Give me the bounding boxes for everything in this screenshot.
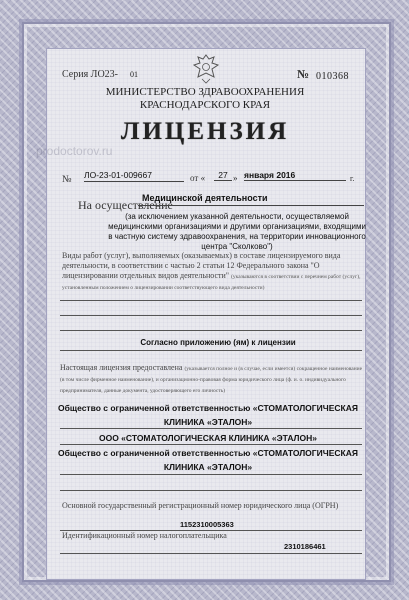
activity-name: Медицинской деятельности xyxy=(142,193,268,203)
blank-line-1 xyxy=(60,300,362,301)
implementation-label: На осуществление xyxy=(78,198,173,212)
ministry-line-1: МИНИСТЕРСТВО ЗДРАВООХРАНЕНИЯ xyxy=(105,86,305,98)
ogrn-value: 1152310005363 xyxy=(180,520,234,529)
issued-to xyxy=(60,363,364,396)
activity-exclusion: (за исключением указанной деятельности, осуществляемой медицинскими организациями и другими организациями, входящими в частную систему здравоохранения, на территории инновационного центра "Сколково") xyxy=(108,212,366,251)
inn-underline xyxy=(60,553,362,554)
watermark: prodoctorov.ru xyxy=(36,144,113,158)
license-year-suffix: г. xyxy=(350,174,355,183)
works-types-text: Виды работ (услуг), выполняемых (оказываемых) в составе лицензируемого вида деятельности, в соответствии с частью 2 статьи 12 Федерального закона "О лицензировании отдельных видов деятельности" xyxy=(62,251,341,280)
ministry-name xyxy=(70,86,340,112)
blank-line-3 xyxy=(60,330,362,331)
document-title: ЛИЦЕНЗИЯ xyxy=(120,118,290,145)
works-types xyxy=(62,251,362,293)
works-types-note: (указываются в соответствии с перечнем работ (услуг), установленным положением о лицензировании соответствующего вида деятельности) xyxy=(62,274,361,291)
issued-to-text: Настоящая лицензия предоставлена xyxy=(60,363,183,372)
ministry-line-2: КРАСНОДАРСКОГО КРАЯ xyxy=(139,99,271,111)
license-number: ЛО-23-01-009667 xyxy=(84,170,184,182)
license-month-year: января 2016 xyxy=(244,170,346,181)
license-from-label: от « xyxy=(190,173,206,183)
inn-label: Идентификационный номер налогоплательщика xyxy=(62,531,227,540)
appendix-note: Согласно приложению (ям) к лицензии xyxy=(140,338,296,347)
series-number: 01 xyxy=(130,70,138,79)
issued-to-note: (указывается полное и (в случае, если имеется) сокращенное наименование (в том числе фирменное наименование), и организационно-правовая форма юридического лица (ф. и. о. индивидуального предпринимателя, данные документа, удостоверяющего его личность) xyxy=(60,366,363,394)
blank-line-2 xyxy=(60,315,362,316)
org-short-name: ООО «СТОМАТОЛОГИЧЕСКАЯ КЛИНИКА «ЭТАЛОН» xyxy=(98,433,317,443)
license-no-sign: № xyxy=(62,174,72,185)
org-full-line-1: Общество с ограниченной ответственностью «СТОМАТОЛОГИЧЕСКАЯ xyxy=(58,403,358,413)
ogrn-label: Основной государственный регистрационный номер юридического лица (ОГРН) xyxy=(62,501,339,510)
license-quote-close: » xyxy=(233,173,238,183)
org-underline-1 xyxy=(60,428,362,429)
org-brand-line-1: Общество с ограниченной ответственностью «СТОМАТОЛОГИЧЕСКАЯ xyxy=(58,448,358,458)
form-number: 010368 xyxy=(316,71,349,82)
appendix-underline xyxy=(60,350,362,351)
org-underline-3 xyxy=(60,474,362,475)
series-label: Серия ЛО23- xyxy=(62,69,119,80)
activity-underline xyxy=(138,205,364,206)
org-full-line-2: КЛИНИКА «ЭТАЛОН» xyxy=(163,417,253,427)
org-underline-4 xyxy=(60,490,362,491)
org-brand-line-2: КЛИНИКА «ЭТАЛОН» xyxy=(163,462,253,472)
org-underline-2 xyxy=(60,444,362,445)
number-sign: № xyxy=(297,67,310,81)
coat-of-arms-icon xyxy=(192,53,220,85)
license-day: 27 xyxy=(214,170,232,181)
inn-value: 2310186461 xyxy=(284,542,326,551)
